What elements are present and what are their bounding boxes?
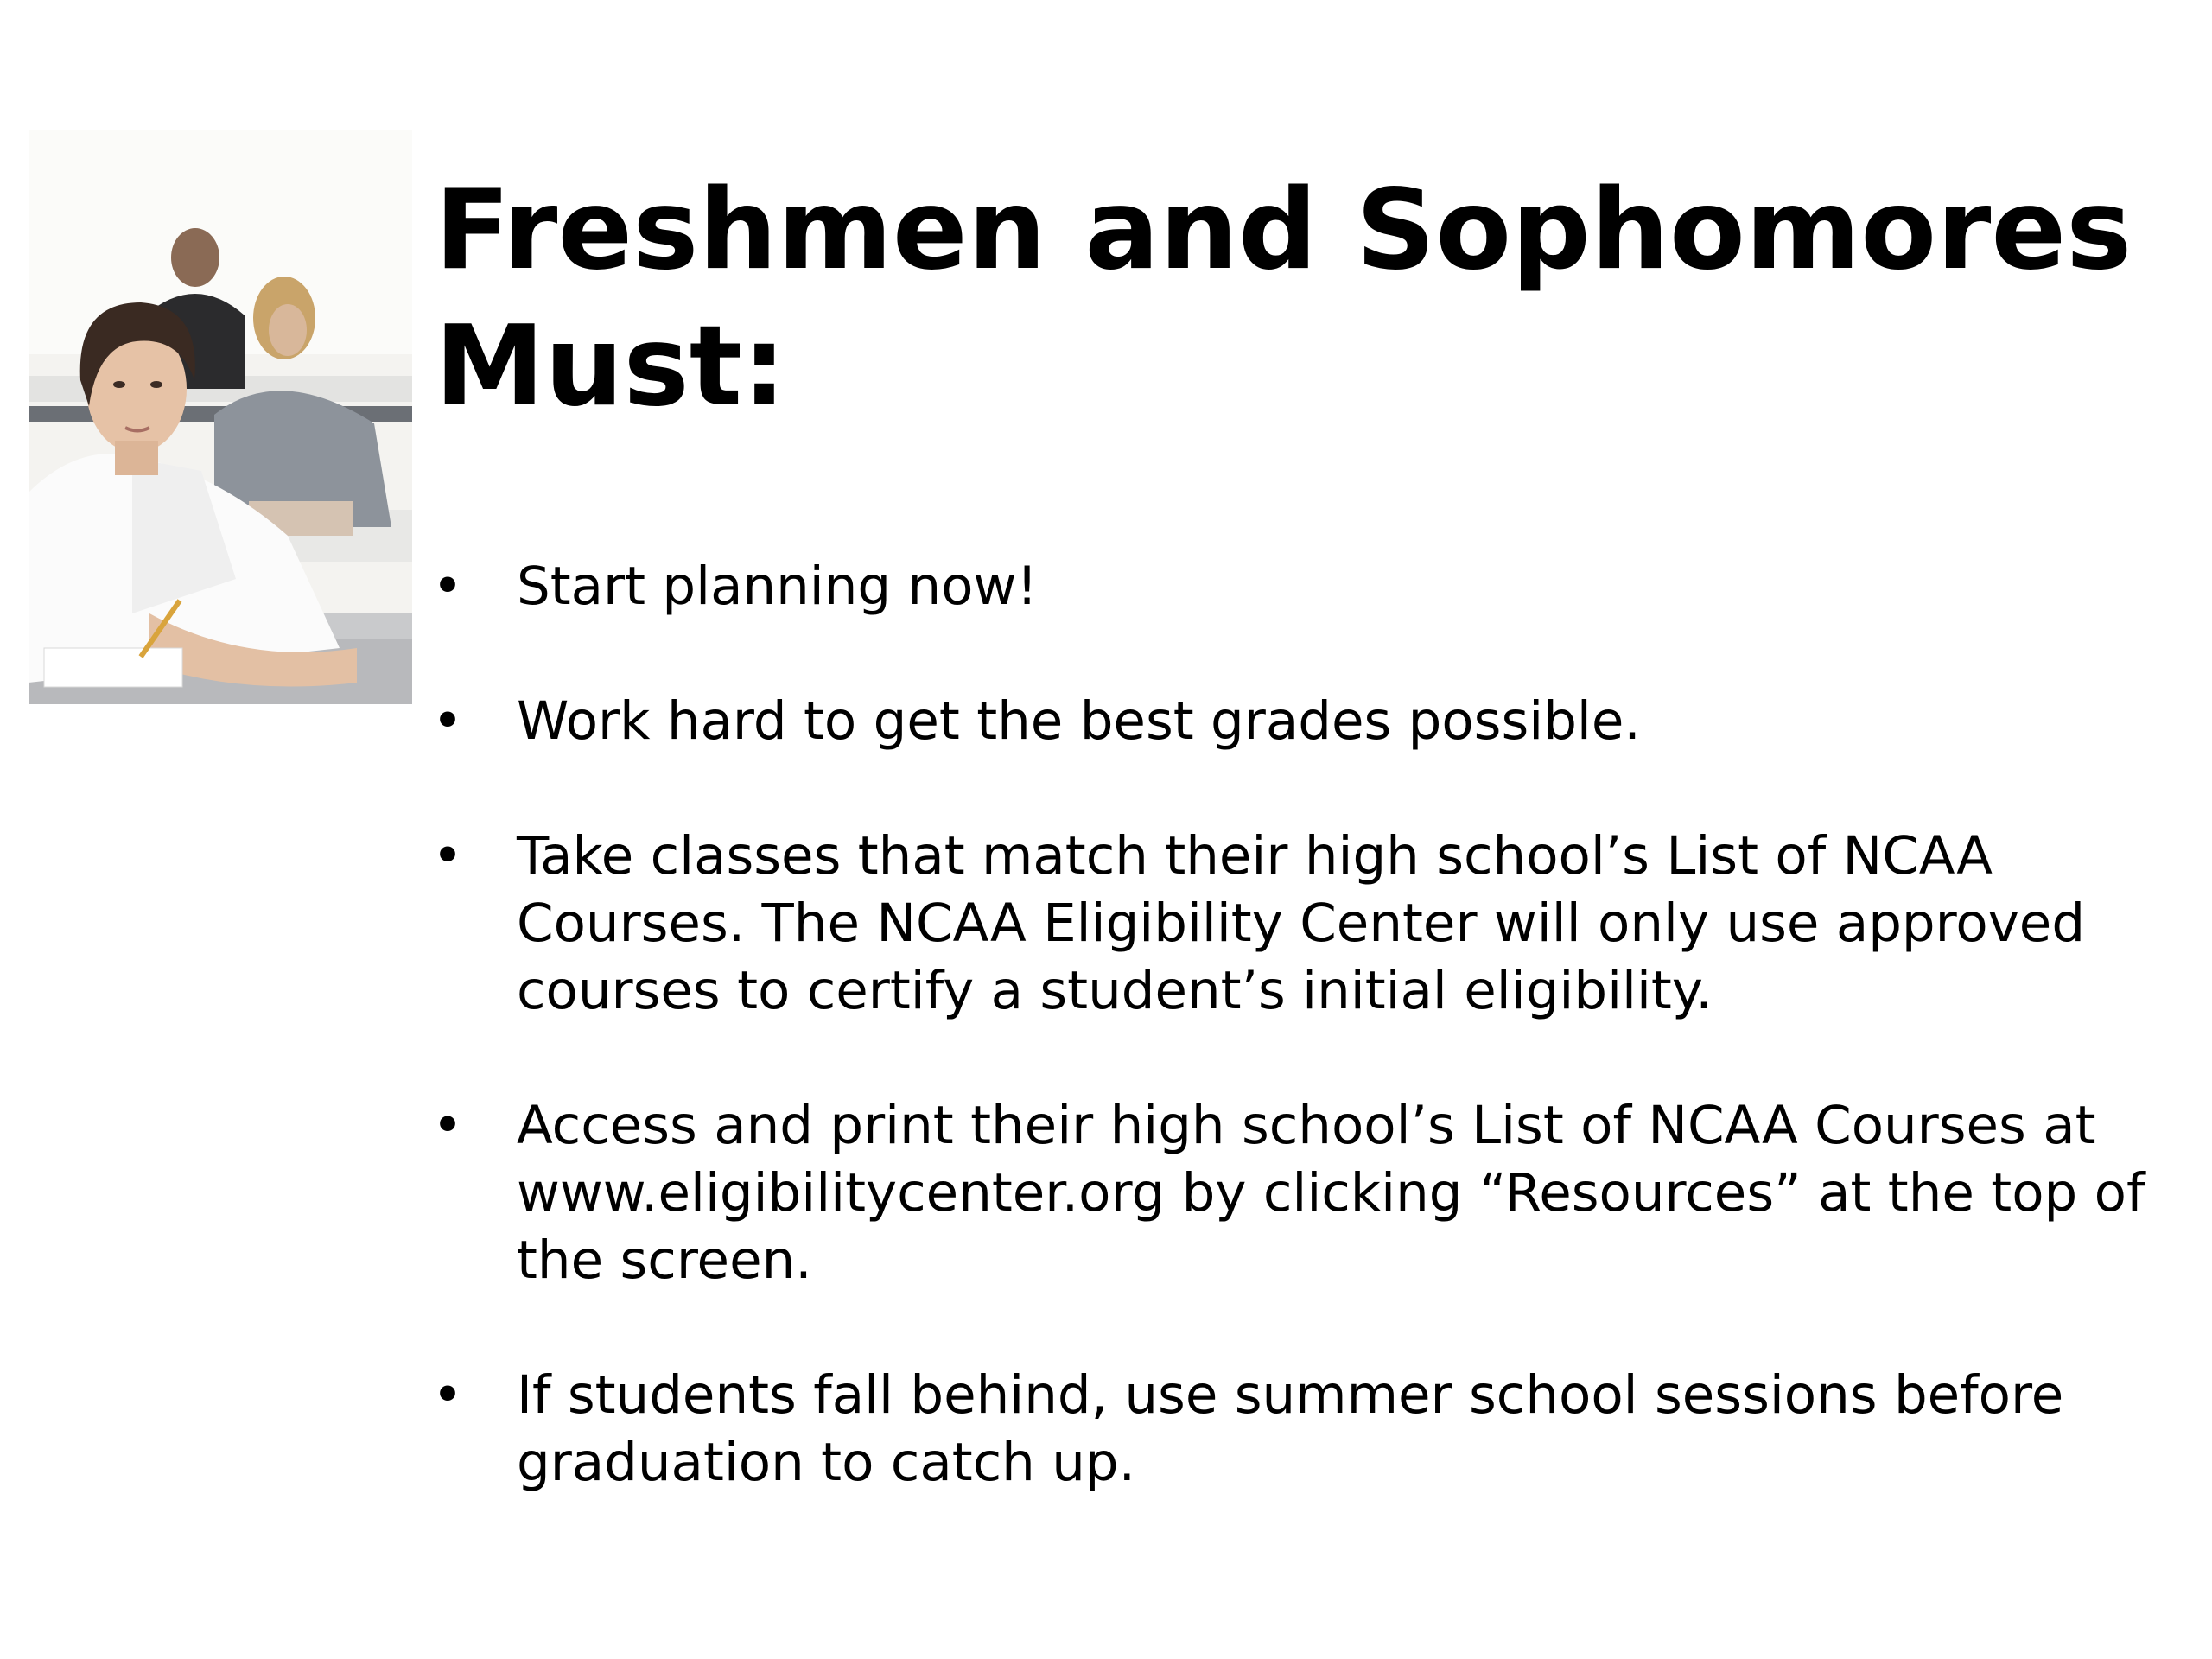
bullet-item — [432, 1362, 2169, 1497]
students-classroom-photo — [29, 130, 412, 704]
bullet-text: Take classes that match their high school’s List of NCAA Courses. The NCAA Eligibility Center will only use approved courses to certify a student’s initial eligibility. — [517, 825, 2086, 1021]
bullet-text: Start planning now! — [517, 556, 1038, 617]
bullet-dot-icon: • — [432, 690, 463, 752]
bullet-text: If students fall behind, use summer school sessions before graduation to catch up. — [517, 1364, 2064, 1493]
bullet-item — [432, 1092, 2169, 1294]
bullet-text: Work hard to get the best grades possible. — [517, 690, 1641, 752]
bullet-list — [432, 553, 2169, 1564]
bullet-text: Access and print their high school’s List of NCAA Courses at www.eligibilitycenter.org by clicking “Resources” at the top of the screen. — [517, 1095, 2145, 1291]
students-photo-illustration — [29, 130, 412, 704]
bullet-item — [432, 688, 2169, 755]
slide-title: Freshmen and Sophomores Must: — [435, 166, 2133, 431]
bullet-dot-icon: • — [432, 1364, 463, 1426]
bullet-item — [432, 553, 2169, 620]
bullet-dot-icon: • — [432, 556, 463, 617]
bullet-dot-icon: • — [432, 825, 463, 887]
bullet-item — [432, 823, 2169, 1025]
bullet-dot-icon: • — [432, 1095, 463, 1156]
